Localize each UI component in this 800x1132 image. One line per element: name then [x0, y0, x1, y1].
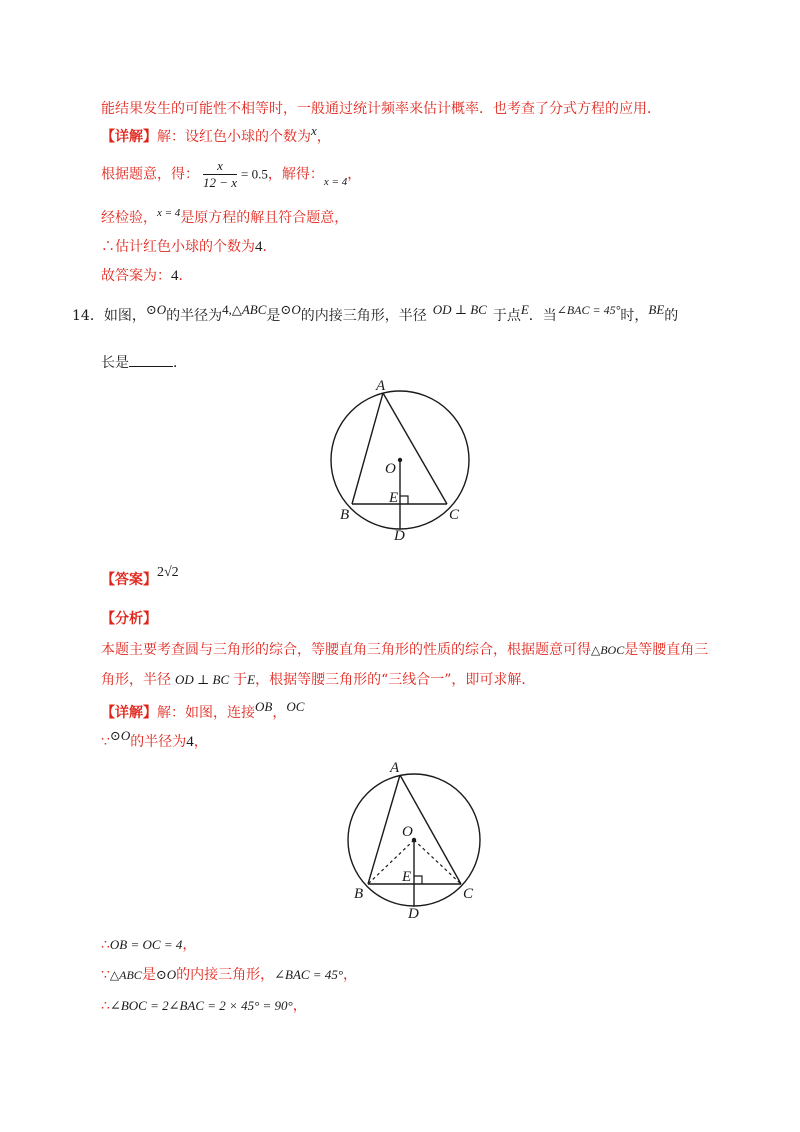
fraction-denominator: 12 − x: [203, 175, 238, 190]
q-math: △ABC: [231, 302, 267, 317]
detail-math: OB = OC = 4: [109, 937, 183, 952]
figure-2: [342, 753, 488, 923]
label-c-2: C: [463, 886, 474, 902]
prev-line-6: [101, 266, 193, 286]
therefore-symbol: ∴: [101, 937, 110, 953]
q-math: OD ⊥ BC: [432, 302, 487, 317]
prev-text-3: 根据题意，得：: [101, 166, 199, 183]
right-angle-mark-2: [414, 876, 422, 884]
detail-text: ，: [292, 998, 307, 1014]
because-symbol: ∵: [101, 734, 110, 750]
analysis-math: △BOC: [591, 643, 625, 657]
fraction-rhs: = 0.5: [241, 166, 268, 182]
label-b: B: [340, 507, 350, 523]
label-o-2: O: [402, 824, 413, 840]
q-math: E: [520, 302, 529, 317]
q-math: 4,: [222, 302, 232, 317]
punct: ．: [178, 268, 193, 284]
q-math: ⊙O: [145, 302, 167, 317]
label-o: O: [385, 461, 396, 477]
label-c: C: [449, 507, 460, 523]
analysis-line-2: [101, 670, 535, 690]
detail-math: OC: [286, 699, 305, 714]
q-text: 长是: [101, 355, 129, 371]
q-text: 的内接三角形，半径: [300, 308, 427, 324]
detail-text: ，: [182, 937, 197, 953]
segment-ac: [383, 393, 447, 504]
prev-text-3b: ，解得：: [267, 166, 324, 183]
punct: ，: [316, 129, 331, 145]
q-math: ∠BAC = 45°: [556, 303, 621, 317]
detail-text: ，: [272, 705, 287, 721]
answer-tag: 【答案】: [101, 572, 157, 588]
prev-line-3: [101, 158, 361, 192]
answer-line: [101, 565, 179, 591]
analysis-line-1: [101, 640, 708, 660]
radius-value: 4: [186, 734, 194, 750]
q-text: 于点: [492, 308, 521, 324]
detail-text: 解：如图，连接: [157, 705, 255, 721]
detail-text: 的内接三角形，: [176, 967, 275, 983]
check-math: x = 4: [157, 207, 181, 219]
detail-tag-2: 【详解】: [101, 705, 157, 721]
detail-text: 的半径为: [130, 734, 187, 750]
answer-value: 2√2: [157, 565, 179, 580]
detail-math: OB: [255, 699, 273, 714]
q-text: ．当: [528, 308, 557, 324]
detail-text: 是: [141, 967, 156, 983]
question-number: 14．: [72, 308, 104, 324]
prev-line-5: [101, 237, 277, 257]
q-text: 如图，: [103, 308, 146, 324]
fraction-numerator: x: [203, 158, 237, 175]
analysis-text: 角形，半径: [101, 672, 171, 688]
detail-text: ，: [343, 967, 358, 983]
label-b-2: B: [354, 886, 364, 902]
question-14-line-2: [101, 352, 187, 373]
punct: ．: [173, 355, 187, 371]
count-value: 4: [255, 239, 263, 255]
var-x: x: [311, 123, 317, 138]
therefore-symbol: ∴: [101, 998, 110, 1014]
prev-text-6: 故答案为：: [101, 268, 171, 284]
right-angle-mark: [400, 496, 408, 504]
q-math: BE: [648, 302, 665, 317]
detail-math: ∠BOC = 2∠BAC = 2 × 45° = 90°: [109, 998, 293, 1013]
detail-math: ∠BAC = 45°: [274, 967, 344, 982]
label-e-2: E: [402, 869, 412, 885]
prev-line-1: [101, 99, 661, 119]
q-text: 时，: [620, 308, 649, 324]
detail-text: ，: [193, 734, 208, 750]
analysis-text: 是等腰直角三: [624, 642, 709, 658]
analysis-text: 于: [233, 672, 248, 688]
question-14-line-1: [72, 302, 679, 326]
solution-math: x = 4: [323, 175, 348, 188]
segment-oc-dashed: [414, 840, 461, 884]
analysis-math: E: [247, 672, 256, 687]
analysis-tag-line: [101, 609, 157, 629]
label-d: D: [394, 528, 405, 544]
analysis-tag: 【分析】: [101, 611, 157, 627]
answer-blank: [129, 352, 173, 367]
detail-math: ⊙O: [109, 728, 131, 743]
q-text: 的: [664, 308, 679, 324]
label-a-2: A: [390, 760, 400, 776]
label-a: A: [376, 378, 386, 394]
q-math: ⊙O: [280, 302, 301, 317]
prev-text-5: ∴估计红色小球的个数为: [101, 239, 255, 255]
segment-ab-2: [368, 775, 400, 884]
figure-1: [320, 372, 480, 544]
q-text: 的半径为: [166, 308, 223, 324]
center-point: [398, 458, 402, 462]
detail-math: △ABC: [109, 968, 142, 982]
analysis-text: 本题主要考查圆与三角形的综合，等腰直角三角形的性质的综合，根据题意可得: [101, 642, 591, 658]
label-d-2: D: [408, 906, 419, 922]
because-symbol: ∵: [101, 967, 110, 983]
q-text: 是: [266, 308, 281, 324]
prev-line-4: [101, 208, 348, 229]
prev-line-2: [101, 123, 331, 147]
detail-math: ⊙O: [155, 967, 177, 982]
label-e: E: [389, 490, 399, 506]
punct: ．: [262, 239, 277, 255]
answer-value-prev: 4: [171, 268, 179, 284]
detail-line-1: [101, 699, 305, 723]
detail-line-5: [101, 996, 307, 1016]
punct: ，: [347, 166, 362, 183]
detail-line-2: [101, 728, 208, 752]
prev-text-4b: 是原方程的解且符合题意，: [180, 210, 349, 226]
fraction: [203, 158, 237, 191]
detail-line-4: [101, 965, 357, 985]
prev-text-1: 能结果发生的可能性不相等时，一般通过统计频率来估计概率．也考查了分式方程的应用．: [101, 101, 661, 117]
detail-tag: 【详解】: [101, 129, 157, 145]
prev-text-4: 经检验，: [101, 210, 157, 226]
segment-ab: [352, 393, 383, 504]
detail-line-3: [101, 935, 196, 955]
prev-text-2: 解：设红色小球的个数为: [157, 129, 311, 145]
analysis-text: ，根据等腰三角形的“三线合一”，即可求解．: [255, 672, 536, 688]
analysis-math: OD ⊥ BC: [175, 672, 230, 687]
